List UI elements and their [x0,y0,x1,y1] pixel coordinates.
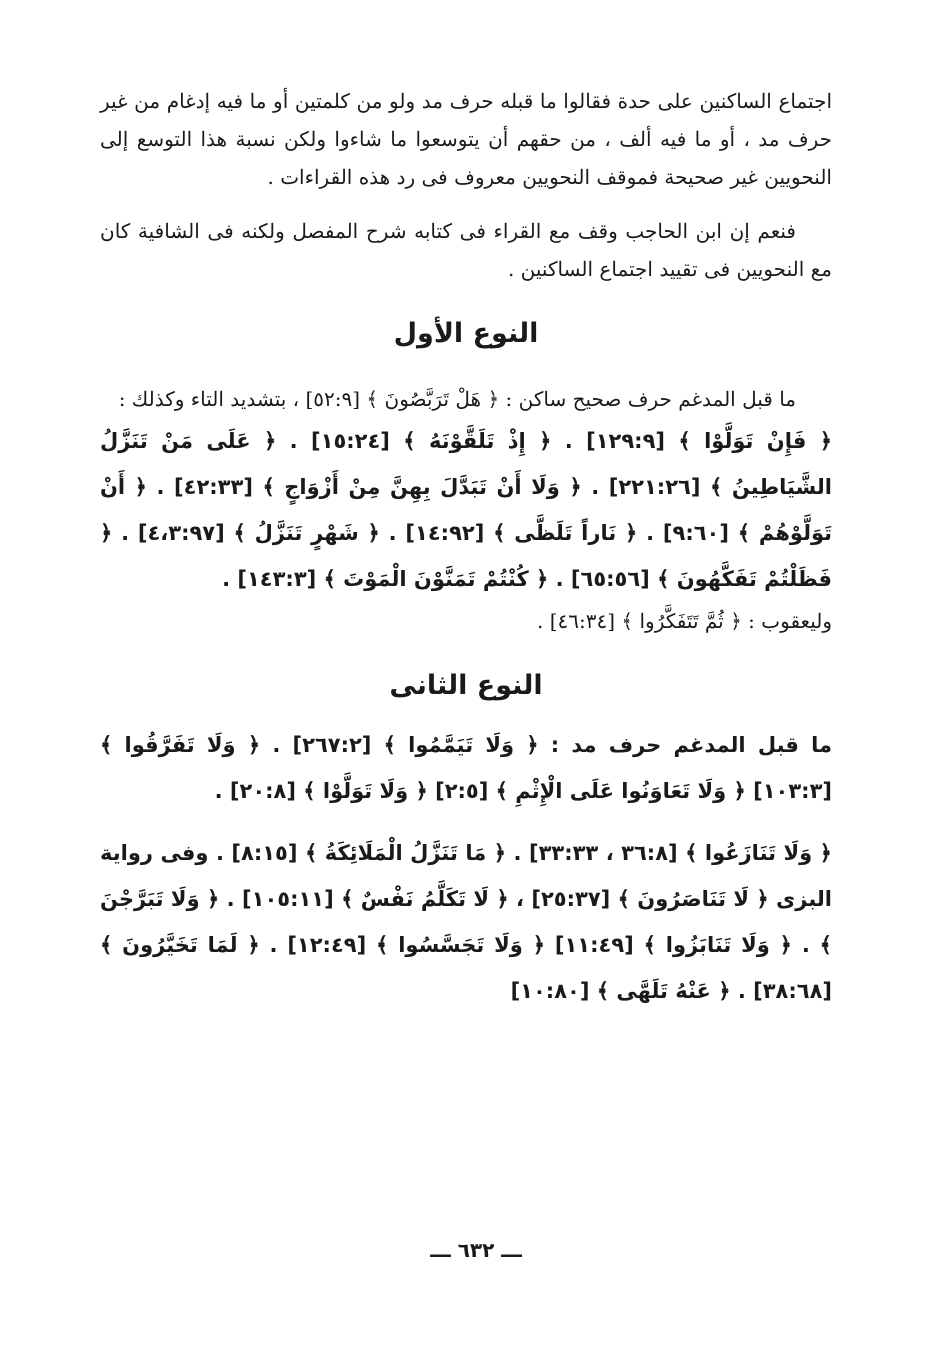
section-heading-first-type: النوع الأول [393,318,539,349]
section2-intro: ما قبل المدغم حرف مد : ﴿ وَلَا تَيَمَّمُوا ﴾ [٢٦٧:٢] . ﴿ وَلَا تَفَرَّقُوا ﴾ [١٠٣:٣] ﴿ وَلَا تَعَاوَنُوا عَلَى الْإِثْمِ ﴾ [٢:٥] ﴿ وَلَا تَوَلَّوْا ﴾ [٢٠:٨] . [100,733,832,803]
spacer [100,288,832,314]
section2-more-verses: ﴿ وَلَا تَنَازَعُوا ﴾ [٣٦:٨ ، ٣٣:٣٣] . ﴿ مَا تَنَزَّلُ الْمَلَائِكَةُ ﴾ [٨:١٥] . وفى رواية البزى ﴿ لَا تَنَاصَرُونَ ﴾ [٢٥:٣٧] ، ﴿ لَا تَكَلَّمُ نَفْسٌ ﴾ [١٠٥:١١] . ﴿ وَلَا تَبَرَّجْنَ ﴾ . ﴿ وَلَا تَنَابَزُوا ﴾ [١١:٤٩] ﴿ وَلَا تَجَسَّسُوا ﴾ [١٢:٤٩] . ﴿ لَمَا تَخَيَّرُونَ ﴾ [٣٨:٦٨] . ﴿ عَنْهُ تَلَهَّى ﴾ [١٠:٨٠] [100,841,833,1003]
page-number: ـــ ٦٣٢ ـــ [430,1238,522,1262]
spacer [100,354,832,380]
spacer [100,706,832,722]
paragraph-intro: اجتماع الساكنين على حدة فقالوا ما قبله حرف مد ولو من كلمتين أو ما فيه إدغام من غير حرف مد ، أو ما فيه ألف ، من حقهم أن يتوسعوا ما شاءوا ولكن نسبة هذا التوسع إلى النحويين غير صحيحة فموقف النحويين معروف فى رد هذه القراءات . [100,89,832,189]
spacer [100,196,832,212]
section1-yaqub: وليعقوب : ﴿ ثُمَّ تَتَفَكَّرُوا ﴾ [٤٦:٣٤] . [537,609,832,633]
spacer [100,814,832,830]
section1-intro: ما قبل المدغم حرف صحيح ساكن : ﴿ هَلْ تَرَبَّصُونَ ﴾ [٥٢:٩] ، بتشديد التاء وكذلك : [118,387,796,411]
paragraph-ibn-hajib: فنعم إن ابن الحاجب وقف مع القراء فى كتابه شرح المفصل ولكنه فى الشافية كان مع النحويين فى تقييد اجتماع الساكنين . [100,219,832,281]
page-body [100,82,832,1014]
section1-verses: ﴿ فَإِنْ تَوَلَّوْا ﴾ [١٢٩:٩] . ﴿ إِذْ تَلَقَّوْنَهُ ﴾ [١٥:٢٤] . ﴿ عَلَى مَنْ تَنَزَّلُ الشَّيَاطِينُ ﴾ [٢٢١:٢٦] . ﴿ وَلَا أَنْ تَبَدَّلَ بِهِنَّ مِنْ أَزْوَاجٍ ﴾ [٤٢:٣٣] . ﴿ أَنْ تَوَلَّوْهُمْ ﴾ [٩:٦٠] . ﴿ نَاراً تَلَظَّى ﴾ [١٤:٩٢] . ﴿ شَهْرٍ تَنَزَّلُ ﴾ [٤،٣:٩٧] . ﴿ فَظَلْتُمْ تَفَكَّهُونَ ﴾ [٦٥:٥٦] . ﴿ كُنْتُمْ تَمَنَّوْنَ الْمَوْتَ ﴾ [١٤٣:٣] . [100,429,833,591]
section-heading-second-type: النوع الثانى [389,670,543,701]
spacer [100,640,832,666]
